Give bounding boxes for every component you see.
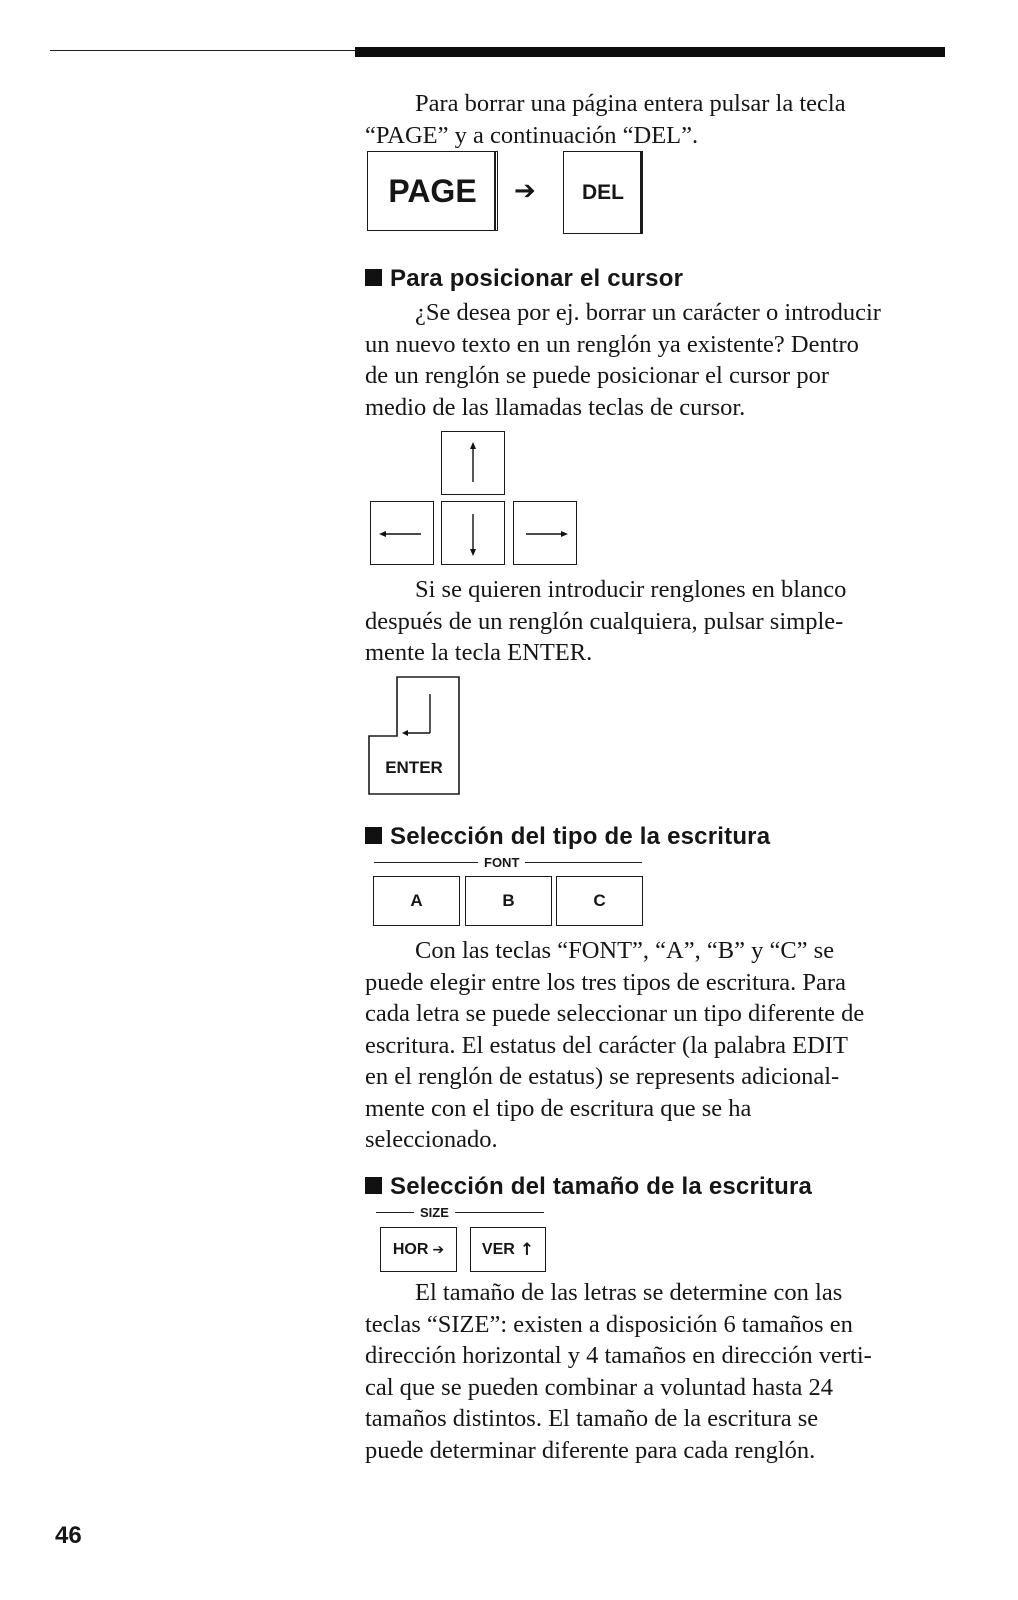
font-line: en el renglón de estatus) se represents adicional- <box>365 1063 840 1090</box>
font-key-b <box>465 876 552 926</box>
size-line: El tamaño de las letras se determine con las <box>415 1279 843 1306</box>
header-rule-thick <box>355 47 945 57</box>
font-key-label: A <box>410 891 423 910</box>
font-key-label: B <box>502 891 515 910</box>
enter-line: después de un renglón cualquiera, pulsar simple- <box>365 607 844 635</box>
del-key <box>563 151 643 234</box>
font-line: cada letra se puede seleccionar un tipo diferente de <box>365 1000 865 1027</box>
font-line: Con las teclas “FONT”, “A”, “B” y “C” se <box>415 937 835 964</box>
del-key-edge <box>640 151 642 234</box>
section-heading-font <box>365 822 770 852</box>
size-key-ver-label: VER <box>481 1240 515 1258</box>
up-arrow-icon: ↑ <box>519 1239 535 1260</box>
size-key-hor <box>380 1227 457 1272</box>
right-arrow-icon: ➔ <box>514 176 536 206</box>
size-key-hor-label: HOR <box>392 1240 429 1258</box>
up-arrow-icon <box>442 432 506 496</box>
del-key-label: DEL <box>582 180 624 204</box>
enter-key-label: ENTER <box>385 758 443 777</box>
size-label-text: SIZE <box>420 1205 449 1220</box>
bullet-square-icon <box>365 269 382 286</box>
cursor-line: un nuevo texto en un renglón ya existente? Dentro <box>365 330 859 358</box>
enter-paragraph <box>365 574 950 669</box>
cursor-line: ¿Se desea por ej. borrar un carácter o introducir <box>415 299 881 326</box>
enter-line: mente la tecla ENTER. <box>365 639 593 666</box>
right-arrow-icon <box>514 502 578 566</box>
left-arrow-icon <box>371 502 435 566</box>
size-group-label <box>376 1205 544 1220</box>
cursor-down-key <box>441 501 505 565</box>
cursor-right-key <box>513 501 577 565</box>
bullet-square-icon <box>365 827 382 844</box>
font-line: mente con el tipo de escritura que se ha <box>365 1094 752 1122</box>
page-key <box>367 151 498 231</box>
cursor-line: de un renglón se puede posicionar el cursor por <box>365 362 829 389</box>
enter-line: Si se quieren introducir renglones en blanco <box>415 576 847 603</box>
size-line: tamaños distintos. El tamaño de la escritura se <box>365 1405 819 1432</box>
font-paragraph <box>365 935 950 1156</box>
cursor-paragraph <box>365 297 950 423</box>
header-rule-thin <box>50 50 355 51</box>
intro-paragraph <box>365 88 950 151</box>
section-heading-size <box>365 1172 812 1202</box>
font-label-text: FONT <box>484 855 520 870</box>
intro-line: Para borrar una página entera pulsar la tecla <box>415 90 846 117</box>
bullet-square-icon <box>365 1177 382 1194</box>
size-key-ver <box>470 1227 546 1272</box>
down-arrow-icon <box>442 502 506 566</box>
font-line: seleccionado. <box>365 1126 498 1153</box>
right-arrow-icon: ➔ <box>432 1241 445 1258</box>
font-key-c <box>556 876 643 926</box>
cursor-up-key <box>441 431 505 495</box>
font-key-a <box>373 876 460 926</box>
page-key-edge <box>494 151 496 231</box>
cursor-line: medio de las llamadas teclas de cursor. <box>365 393 746 421</box>
font-line: escritura. El estatus del carácter (la palabra EDIT <box>365 1031 848 1059</box>
section-heading-cursor <box>365 264 683 294</box>
font-group-label <box>374 855 642 870</box>
size-line: teclas “SIZE”: existen a disposición 6 tamaños en <box>365 1310 853 1338</box>
size-line: cal que se pueden combinar a voluntad hasta 24 <box>365 1373 834 1401</box>
page-number: 46 <box>55 1522 82 1549</box>
size-paragraph <box>365 1277 950 1466</box>
font-line: puede elegir entre los tres tipos de escritura. Para <box>365 968 846 996</box>
size-line: puede determinar diferente para cada renglón. <box>365 1436 816 1464</box>
heading-text: Selección del tipo de la escritura <box>390 823 771 850</box>
size-line: dirección horizontal y 4 tamaños en dirección verti- <box>365 1342 872 1369</box>
font-key-label: C <box>593 891 606 910</box>
page-key-label: PAGE <box>388 172 477 209</box>
intro-line: “PAGE” y a continuación “DEL”. <box>365 121 699 149</box>
enter-key <box>368 676 468 806</box>
heading-text: Selección del tamaño de la escritura <box>390 1173 813 1200</box>
cursor-left-key <box>370 501 434 565</box>
heading-text: Para posicionar el cursor <box>390 265 684 292</box>
